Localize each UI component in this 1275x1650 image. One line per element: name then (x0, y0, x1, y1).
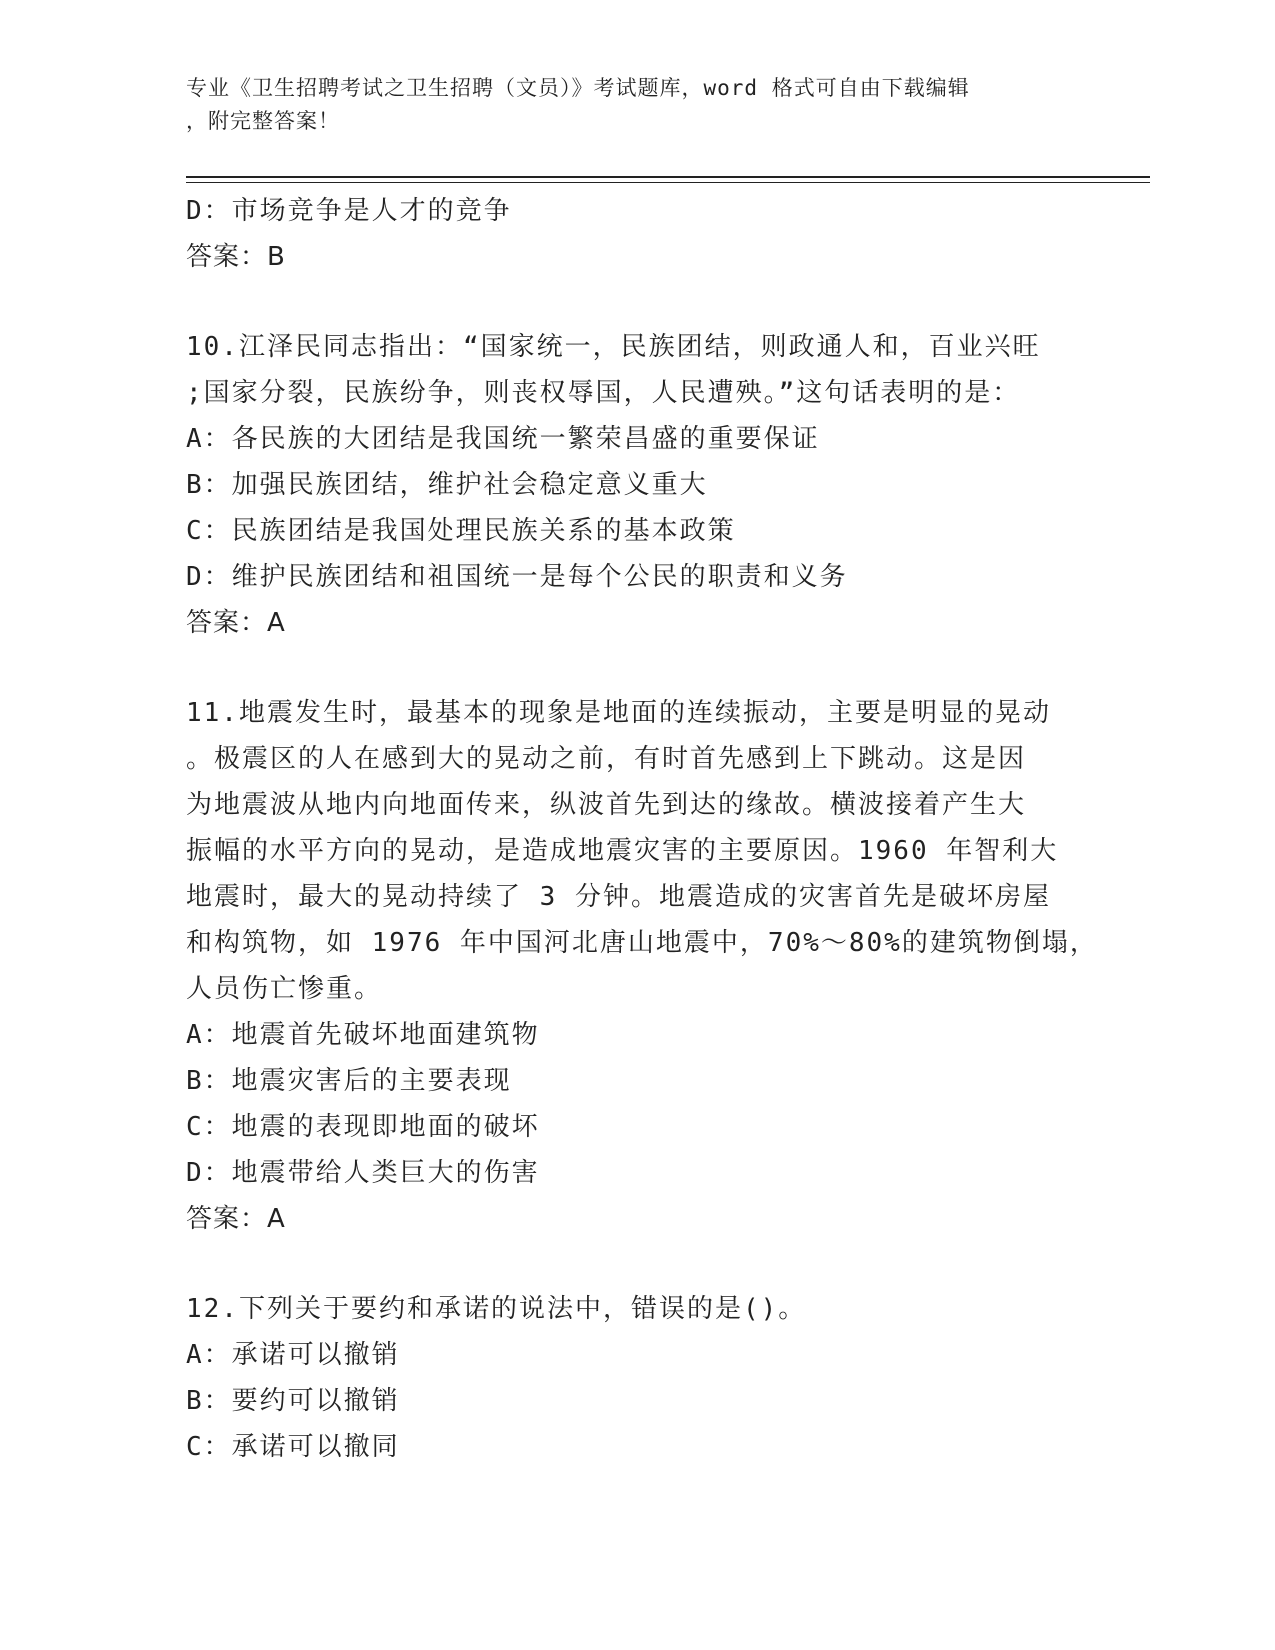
document-header (186, 72, 1066, 138)
question-stem-line: 10.江泽民同志指出：“国家统一，民族团结，则政通人和，百业兴旺 (186, 332, 1041, 362)
header-line-1: 专业《卫生招聘考试之卫生招聘（文员）》考试题库，word 格式可自由下载编辑 (186, 76, 970, 100)
option-a: A：地震首先破坏地面建筑物 (186, 1020, 540, 1050)
answer: 答案：B (186, 242, 286, 272)
question-stem-line: 为地震波从地内向地面传来，纵波首先到达的缘故。横波接着产生大 (186, 790, 1027, 820)
header-line-2: ，附完整答案！ (186, 109, 340, 133)
question-gap (186, 1242, 1086, 1286)
question-gap (186, 646, 1086, 690)
question-stem-line: 振幅的水平方向的晃动，是造成地震灾害的主要原因。1960 年智利大 (186, 836, 1059, 866)
answer: 答案：A (186, 608, 286, 638)
header-divider-thick (186, 176, 1150, 178)
question-9 (186, 188, 1086, 280)
option-c: C：地震的表现即地面的破坏 (186, 1112, 540, 1142)
question-11 (186, 690, 1098, 1242)
question-stem-line: 11.地震发生时，最基本的现象是地面的连续振动，主要是明显的晃动 (186, 698, 1051, 728)
option-a: A：各民族的大团结是我国统一繁荣昌盛的重要保证 (186, 424, 820, 454)
question-stem-line: 和构筑物，如 1976 年中国河北唐山地震中，70%～80%的建筑物倒塌， (186, 928, 1098, 958)
question-stem-line: 。极震区的人在感到大的晃动之前，有时首先感到上下跳动。这是因 (186, 744, 1027, 774)
question-stem-line: 地震时，最大的晃动持续了 3 分钟。地震造成的灾害首先是破坏房屋 (186, 882, 1051, 912)
answer: 答案：A (186, 1204, 286, 1234)
option-d: D：市场竞争是人才的竞争 (186, 196, 512, 226)
option-c: C：承诺可以撤同 (186, 1432, 400, 1462)
option-d: D：维护民族团结和祖国统一是每个公民的职责和义务 (186, 562, 848, 592)
option-b: B：地震灾害后的主要表现 (186, 1066, 512, 1096)
option-a: A：承诺可以撤销 (186, 1340, 400, 1370)
question-list (186, 188, 1098, 1470)
question-stem-line: 人员伤亡惨重。 (186, 974, 383, 1004)
option-b: B：加强民族团结，维护社会稳定意义重大 (186, 470, 708, 500)
question-stem-line: 12.下列关于要约和承诺的说法中，错误的是()。 (186, 1294, 807, 1324)
question-12 (186, 1286, 1086, 1470)
option-c: C：民族团结是我国处理民族关系的基本政策 (186, 516, 736, 546)
option-b: B：要约可以撤销 (186, 1386, 400, 1416)
question-gap (186, 280, 1086, 324)
option-d: D：地震带给人类巨大的伤害 (186, 1158, 540, 1188)
header-divider-thin (186, 182, 1150, 183)
question-stem-line: ;国家分裂，民族纷争，则丧权辱国，人民遭殃。”这句话表明的是： (186, 378, 1021, 408)
question-10 (186, 324, 1086, 646)
